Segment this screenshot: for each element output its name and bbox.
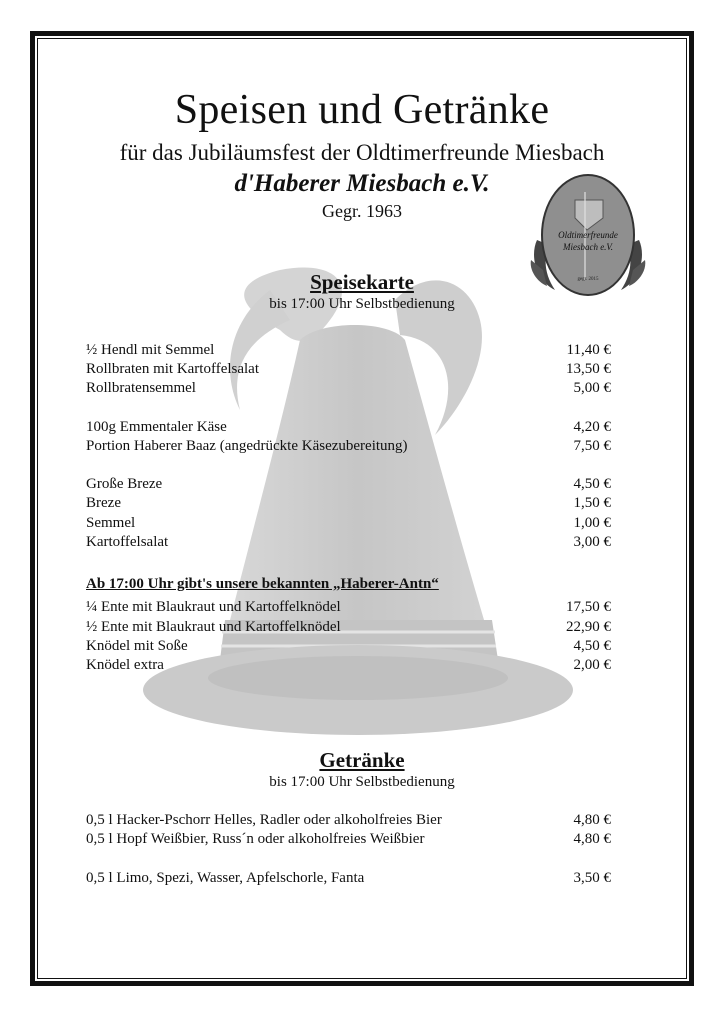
- founded-year: Gegr. 1963: [322, 201, 402, 221]
- item-price: 7,50 €: [573, 438, 611, 454]
- item-name: Rollbraten mit Kartoffelsalat: [86, 361, 260, 377]
- item-price: 13,50 €: [566, 361, 611, 377]
- menu-item: [86, 419, 611, 439]
- item-name: ¼ Ente mit Blaukraut und Kartoffelknödel: [86, 599, 341, 615]
- drink-item: [86, 831, 611, 851]
- drink-item: [86, 870, 611, 890]
- food-note: bis 17:00 Uhr Selbstbedienung: [269, 296, 455, 312]
- page-subtitle: für das Jubiläumsfest der Oldtimerfreunde Miesbach: [119, 140, 605, 165]
- menu-item: [86, 619, 611, 639]
- menu-item: [86, 380, 611, 400]
- logo-text-founded: gegr. 2015: [577, 277, 599, 282]
- item-name: 0,5 l Hacker-Pschorr Helles, Radler oder alkoholfreies Bier: [86, 812, 442, 828]
- item-name: Knödel mit Soße: [86, 638, 188, 654]
- item-price: 4,80 €: [573, 831, 611, 847]
- item-price: 3,00 €: [573, 534, 611, 550]
- item-price: 4,50 €: [573, 476, 611, 492]
- item-name: Semmel: [86, 515, 136, 531]
- item-name: 0,5 l Hopf Weißbier, Russ´n oder alkoholfreies Weißbier: [86, 831, 425, 847]
- logo-text-line1: Oldtimerfreunde: [558, 230, 618, 240]
- food-heading: Speisekarte: [310, 270, 414, 294]
- item-price: 4,80 €: [573, 812, 611, 828]
- item-name: ½ Hendl mit Semmel: [86, 342, 215, 358]
- item-name: Rollbratensemmel: [86, 380, 196, 396]
- item-price: 22,90 €: [566, 619, 611, 635]
- item-price: 1,00 €: [573, 515, 611, 531]
- item-name: 0,5 l Limo, Spezi, Wasser, Apfelschorle, Fanta: [86, 870, 365, 886]
- drink-item: [86, 812, 611, 832]
- item-name: Große Breze: [86, 476, 163, 492]
- menu-item: [86, 599, 611, 619]
- menu-item: [86, 476, 611, 496]
- item-price: 2,00 €: [573, 657, 611, 673]
- item-price: 4,50 €: [573, 638, 611, 654]
- club-name: d'Haberer Miesbach e.V.: [234, 170, 490, 197]
- item-name: 100g Emmentaler Käse: [86, 419, 227, 435]
- menu-item: [86, 495, 611, 515]
- item-price: 3,50 €: [573, 870, 611, 886]
- drinks-heading: Getränke: [319, 748, 405, 772]
- menu-item: [86, 515, 611, 535]
- item-price: 1,50 €: [573, 495, 611, 511]
- menu-item: [86, 638, 611, 658]
- item-name: Kartoffelsalat: [86, 534, 169, 550]
- item-name: Breze: [86, 495, 121, 511]
- evening-heading: Ab 17:00 Uhr gibt's unsere bekannten „Haberer-Antn“: [86, 576, 439, 592]
- menu-item: [86, 361, 611, 381]
- item-price: 4,20 €: [573, 419, 611, 435]
- item-name: Portion Haberer Baaz (angedrückte Käsezubereitung): [86, 438, 408, 454]
- logo-text-line2: Miesbach e.V.: [562, 242, 614, 252]
- menu-item: [86, 342, 611, 362]
- item-price: 5,00 €: [573, 380, 611, 396]
- page-title: Speisen und Getränke: [174, 87, 550, 133]
- menu-item: [86, 534, 611, 554]
- item-price: 11,40 €: [566, 342, 611, 358]
- menu-item: [86, 438, 611, 458]
- menu-item: [86, 657, 611, 677]
- item-price: 17,50 €: [566, 599, 611, 615]
- item-name: ½ Ente mit Blaukraut und Kartoffelknödel: [86, 619, 341, 635]
- drinks-note: bis 17:00 Uhr Selbstbedienung: [269, 774, 455, 790]
- item-name: Knödel extra: [86, 657, 164, 673]
